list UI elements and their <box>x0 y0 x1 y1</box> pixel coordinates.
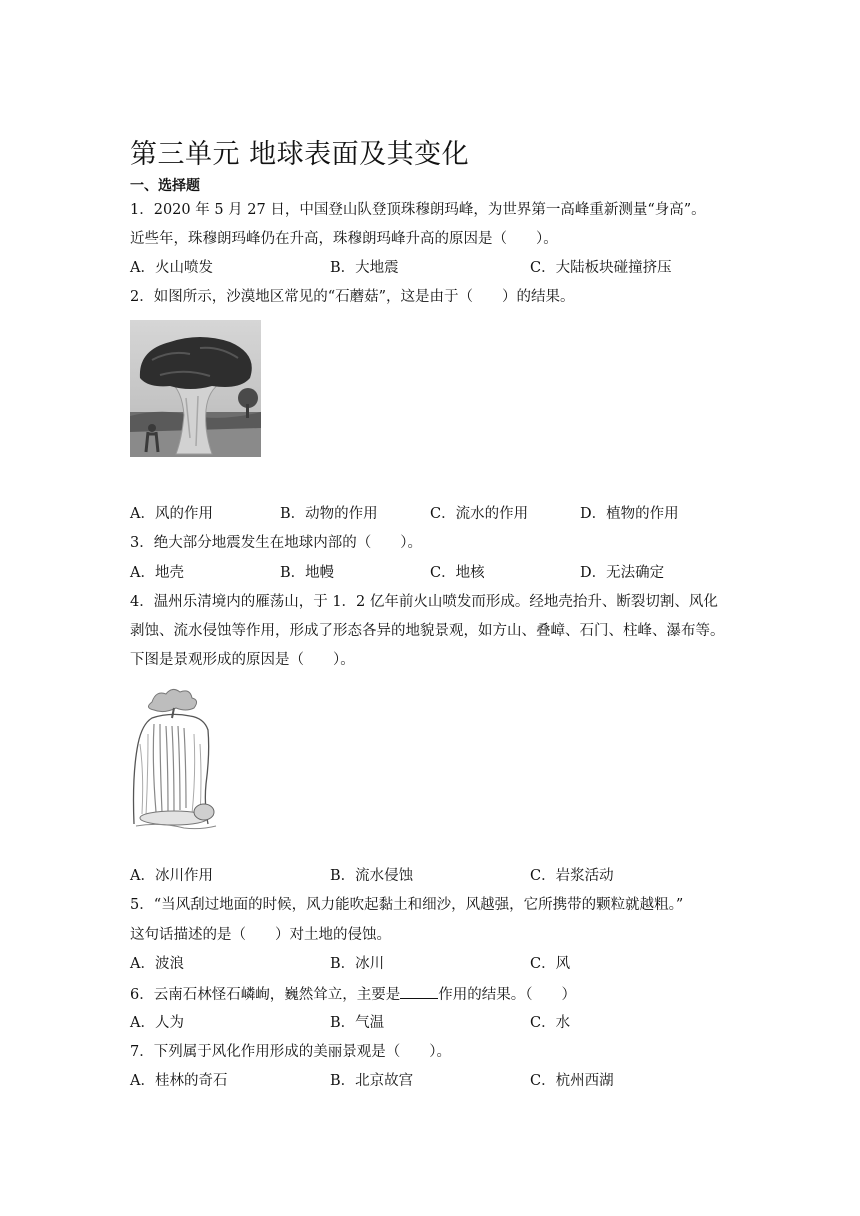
question-7-text: 7．下列属于风化作用形成的美丽景观是（ ）。 <box>130 1044 451 1060</box>
q2-option-c: C．流水的作用 <box>430 506 529 522</box>
question-4-text: 4．温州乐清境内的雁荡山，于 1．2 亿年前火山喷发而形成。经地壳抬升、断裂切割、风化 <box>130 594 718 610</box>
q1-option-a: A．火山喷发 <box>130 260 213 276</box>
q3-option-a: A．地壳 <box>130 565 184 581</box>
q6-option-a: A．人为 <box>130 1015 184 1031</box>
page-title: 第三单元 地球表面及其变化 <box>130 139 470 170</box>
fill-in-blank <box>400 984 438 999</box>
question-6-text <box>130 984 576 1005</box>
q6-option-c: C．水 <box>530 1015 571 1031</box>
stone-mushroom-photo <box>130 320 261 457</box>
waterfall-sketch <box>130 684 220 832</box>
q3-option-c: C．地核 <box>430 565 485 581</box>
question-1-text-cont: 近些年，珠穆朗玛峰仍在升高，珠穆朗玛峰升高的原因是（ ）。 <box>130 231 558 247</box>
question-6-text-start: 6．云南石林怪石嶙峋，巍然耸立，主要是 <box>130 987 401 1003</box>
question-5-text: 5．“当风刮过地面的时候，风力能吹起黏土和细沙，风越强，它所携带的颗粒就越粗。” <box>130 897 684 913</box>
q5-option-b: B．冰川 <box>330 956 385 972</box>
q3-option-b: B．地幔 <box>280 565 335 581</box>
q4-option-c: C．岩浆活动 <box>530 868 614 884</box>
question-4-text-cont: 剥蚀、流水侵蚀等作用，形成了形态各异的地貌景观，如方山、叠嶂、石门、柱峰、瀑布等。 <box>130 623 725 639</box>
q5-option-c: C．风 <box>530 956 571 972</box>
question-2-text: 2．如图所示，沙漠地区常见的“石蘑菇”，这是由于（ ）的结果。 <box>130 289 575 305</box>
q7-option-a: A．桂林的奇石 <box>130 1073 228 1089</box>
q7-option-c: C．杭州西湖 <box>530 1073 614 1089</box>
question-4-text-cont-2: 下图是景观形成的原因是（ ）。 <box>130 652 355 668</box>
question-1-text: 1．2020 年 5 月 27 日，中国登山队登顶珠穆朗玛峰，为世界第一高峰重新测量“身高”。 <box>130 202 706 218</box>
q2-option-a: A．风的作用 <box>130 506 213 522</box>
question-3-text: 3．绝大部分地震发生在地球内部的（ ）。 <box>130 535 422 551</box>
q2-option-d: D．植物的作用 <box>580 506 679 522</box>
q6-option-b: B．气温 <box>330 1015 385 1031</box>
section-heading: 一、选择题 <box>130 178 200 194</box>
q2-option-b: B．动物的作用 <box>280 506 378 522</box>
q3-option-d: D．无法确定 <box>580 565 665 581</box>
q1-option-c: C．大陆板块碰撞挤压 <box>530 260 672 276</box>
q4-option-a: A．冰川作用 <box>130 868 213 884</box>
question-6-text-end: 作用的结果。（ ） <box>438 987 576 1003</box>
question-5-text-cont: 这句话描述的是（ ）对土地的侵蚀。 <box>130 927 391 943</box>
q7-option-b: B．北京故宫 <box>330 1073 414 1089</box>
q1-option-b: B．大地震 <box>330 260 399 276</box>
q4-option-b: B．流水侵蚀 <box>330 868 414 884</box>
q5-option-a: A．波浪 <box>130 956 184 972</box>
